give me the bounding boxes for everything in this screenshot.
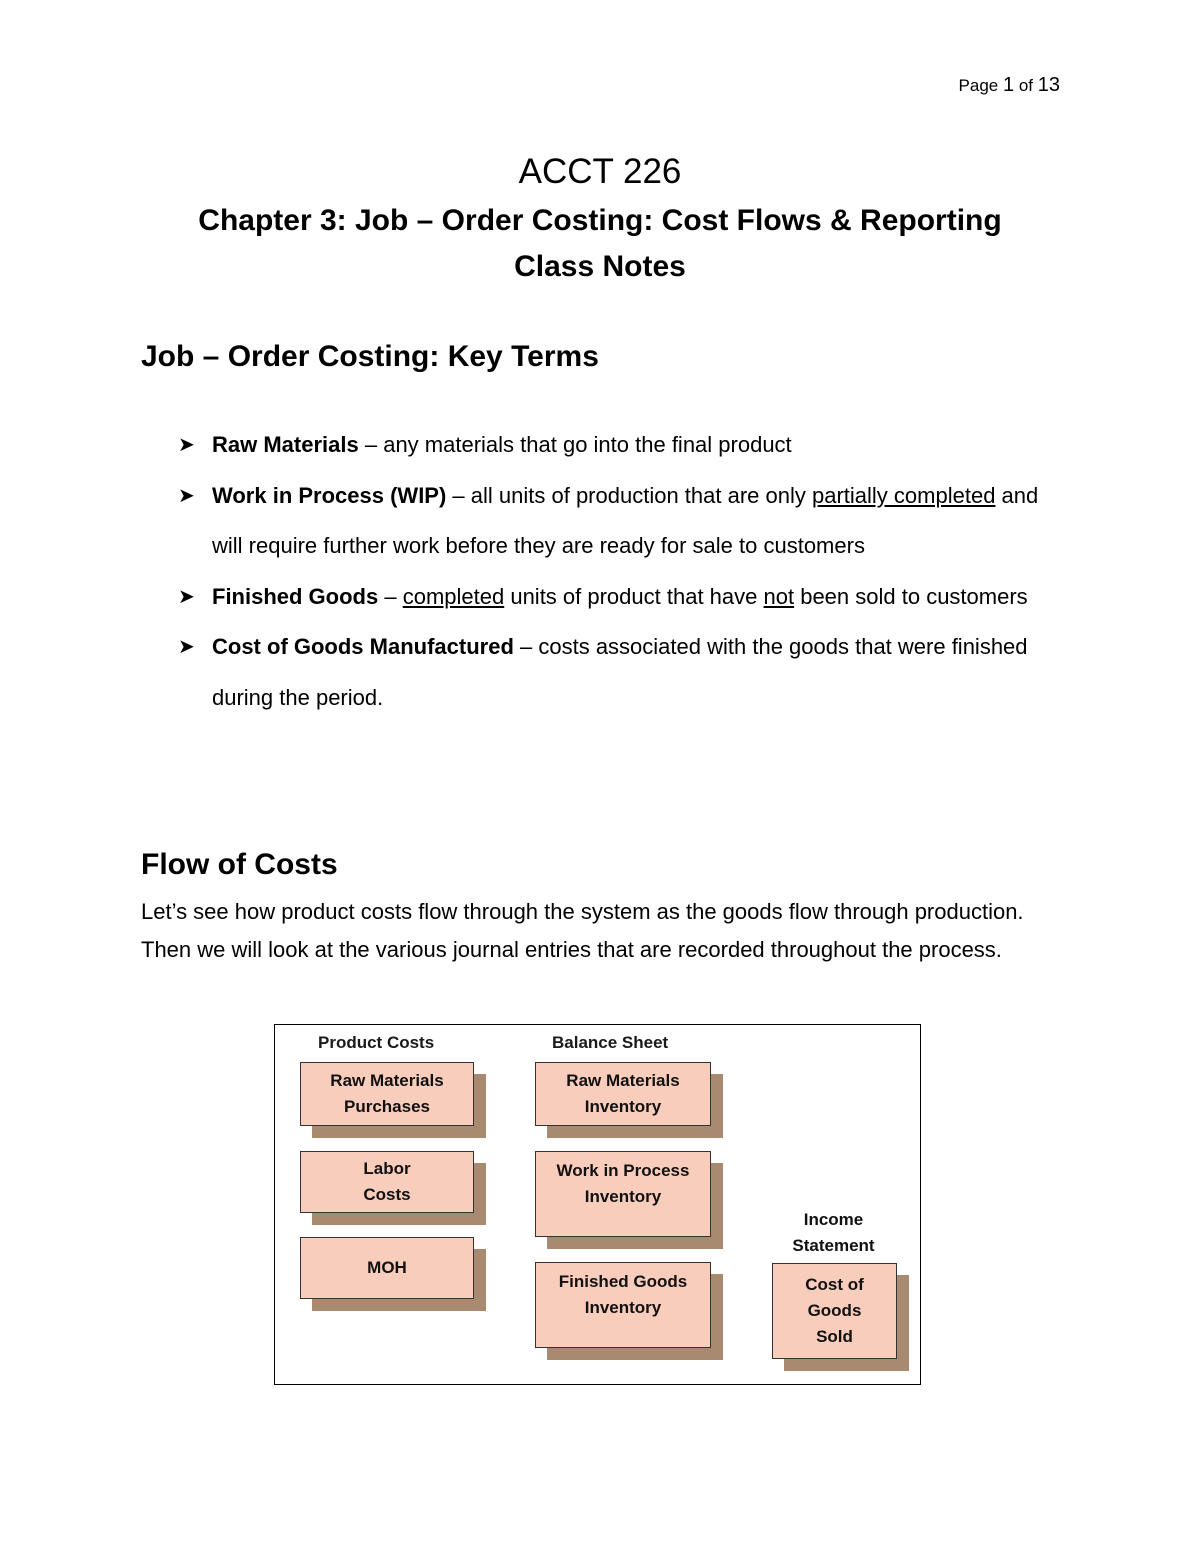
cost-flow-diagram (274, 1024, 921, 1385)
page-total: 13 (1037, 74, 1060, 96)
term-definition: costs associated with the goods that were finished during the period. (212, 634, 1028, 710)
term-name: Raw Materials (212, 432, 359, 457)
raw-materials-inventory-box (535, 1062, 711, 1126)
income-statement-label: Income Statement (792, 1210, 875, 1255)
page-current: 1 (1002, 74, 1015, 96)
product-costs-label: Product Costs (318, 1033, 435, 1052)
term-definition: and will require further work before they are ready for sale to customers (212, 482, 1039, 558)
underlined-text: partially completed (812, 482, 996, 508)
term-separator: – (378, 583, 403, 609)
page-prefix: Page (958, 76, 999, 95)
underlined-text: completed (402, 583, 505, 609)
box-label: Cost of Goods Sold (772, 1263, 897, 1359)
chapter-title: Chapter 3: Job – Order Costing: Cost Flows & Reporting (198, 204, 1002, 237)
arrow-bullet-icon: ➤ (178, 434, 195, 456)
term-separator: – (513, 634, 539, 659)
box-label: MOH (300, 1237, 474, 1299)
box-label: Labor Costs (300, 1151, 474, 1213)
course-title: ACCT 226 (518, 152, 682, 191)
box-label: Raw Materials Inventory (535, 1062, 711, 1126)
moh-box (300, 1237, 474, 1299)
title-block (0, 150, 1200, 290)
arrow-bullet-icon: ➤ (178, 636, 195, 658)
term-separator: – (358, 432, 384, 457)
list-item (178, 420, 1058, 471)
page-of: of (1018, 76, 1034, 95)
term-name: Cost of Goods Manufactured (212, 634, 514, 659)
wip-inventory-box (535, 1151, 711, 1237)
box-label: Work in Process Inventory (535, 1151, 711, 1237)
term-definition: units of product that have (504, 583, 764, 609)
term-definition: any materials that go into the final product (383, 432, 792, 457)
flow-paragraph: Let’s see how product costs flow through the system as the goods flow through production. Then we will look at the various journal entries that are recorded throughout the process. (141, 899, 1024, 962)
box-label: Finished Goods Inventory (535, 1262, 711, 1348)
cogs-box (772, 1263, 897, 1359)
list-item (178, 622, 1058, 723)
arrow-bullet-icon: ➤ (178, 585, 195, 608)
box-label: Raw Materials Purchases (300, 1062, 474, 1126)
term-name: Finished Goods (212, 583, 379, 609)
arrow-bullet-icon: ➤ (178, 484, 195, 507)
key-terms-list (178, 420, 1058, 723)
document-subtitle: Class Notes (514, 250, 686, 283)
flow-of-costs-heading: Flow of Costs (141, 848, 338, 881)
page-number (959, 74, 1060, 97)
balance-sheet-label: Balance Sheet (552, 1033, 669, 1052)
list-item (178, 471, 1058, 572)
term-definition: all units of production that are only (470, 482, 812, 508)
term-name: Work in Process (WIP) (212, 482, 447, 508)
raw-materials-purchases-box (300, 1062, 474, 1126)
term-definition: been sold to customers (794, 583, 1028, 609)
underlined-text: not (763, 583, 795, 609)
labor-costs-box (300, 1151, 474, 1213)
finished-goods-inventory-box (535, 1262, 711, 1348)
term-separator: – (446, 482, 471, 508)
key-terms-heading: Job – Order Costing: Key Terms (141, 340, 599, 373)
list-item (178, 572, 1058, 623)
